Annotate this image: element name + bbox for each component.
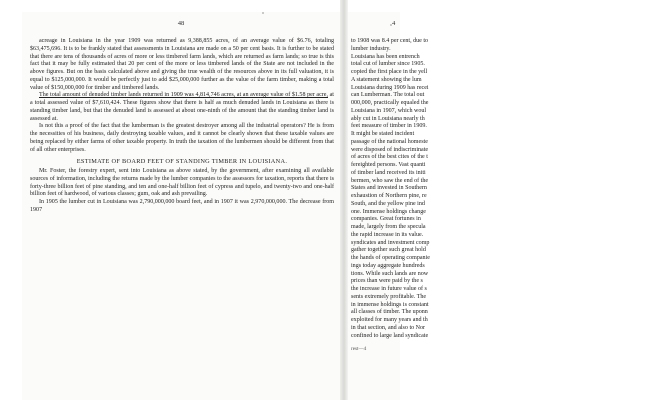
right-page-line: bermen, who saw the end of the <box>351 177 429 184</box>
right-page-line: to 1908 was 8.4 per cent, due to <box>351 38 429 44</box>
right-page-line: of timber land received its initi <box>351 169 426 176</box>
paragraph-denuded-lands-rest: at a total assessed value of $7,610,424. These figures show that there is half as much denuded lands in Louisiana as there is standing timber land, but that the denuded land is assessed at about one-ninth of the amount that the standing timber land is assessed at. <box>30 92 334 122</box>
right-page-line: fereighted persons. Vast quanti <box>351 162 426 168</box>
right-page-line: made, largely from the specula <box>351 224 426 230</box>
scan-speck <box>262 12 264 14</box>
right-page-line: one. Immense holdings change <box>351 208 426 215</box>
right-page-line: syndicates and investment comp <box>351 239 430 246</box>
paragraph-foster-report: Mr. Foster, the forestry expert, sent into Louisiana as above stated, by the government, after examining all available sources of information, including the returns made by the lumber companies to the assessors for taxation, reports that there is forty-three billion feet of pine standing, and ten and one-half billion feet of cypress and tupelo, and twenty-two and one-half billion feet of hardwood, of various classes; gum, oak and ash prevailing. <box>30 168 334 198</box>
right-page-line: in that section, and also to Nor <box>351 324 426 331</box>
book-gutter <box>340 0 348 400</box>
right-page-line: A statement showing the lum <box>351 76 422 83</box>
right-page-line: ably cut in Louisiana nearly th <box>351 115 425 122</box>
section-heading: ESTIMATE OF BOARD FEET OF STANDING TIMBER IN LOUISIANA. <box>76 158 288 166</box>
right-page-line: exhaustion of Northern pine, re <box>351 193 427 199</box>
paragraph-lumberman-destroyer: Is not this a proof of the fact that the lumberman is the greatest destroyer among all the industrial operators? He is from the necessities of his business, daily destroying taxable values, and it cannot be clearly shown that these taxable values are being replaced by either farms of other taxable property. In truth the taxation of the lumbermen should be different from that of all other enterprises. <box>30 123 334 153</box>
right-page-line: prices than were paid by the s <box>351 278 423 285</box>
right-page-line: Louisiana has been entrench <box>351 53 420 60</box>
right-page-line: sents extremely profitable. The <box>351 293 427 300</box>
left-page-body <box>30 38 334 215</box>
right-page-line: can Lumberman. The total out <box>351 92 425 99</box>
right-page-line: exploited for many years and th <box>351 317 428 323</box>
right-page-line: States and invested in Southern <box>351 185 427 192</box>
right-page <box>348 12 430 400</box>
paragraph-timber-acreage: acreage in Louisiana in the year 1909 was returned as 9,388,855 acres, of an average value of $6.76, totaling $63,475,696. It is to be frankly stated that assessments in Louisiana are made on a 50 per cent basis. It is further to be stated that there are tens of thousands of acres of more or less timbered farm lands, which are returned as farm lands; so true is this fact that it may be fully estimated that 20 per cent of the more or less timbered lands of the State are not included in the above figures. But on the basis calculated above and giving the true wealth of the resources above in its full valuation, it is equal to $125,000,000. It would be perfectly just to add $25,000,000 further as the value of the farm timber, making a total value of $150,000,000 for timber and timbered lands. <box>30 38 334 91</box>
left-page <box>22 12 340 400</box>
right-page-line: Louisiana during 1909 has recei <box>351 84 429 91</box>
right-page-line: South, and the yellow pine ind <box>351 200 425 207</box>
right-page-line: of acres of the best cites of the t <box>351 154 428 161</box>
right-page-line: the hands of operating companie <box>351 255 430 261</box>
right-page-line: passage of the national homeste <box>351 138 428 145</box>
right-page-line: total cut of lumber since 1905. <box>351 61 425 68</box>
right-page-line: the rapid increase in its value. <box>351 231 424 238</box>
scan-speck <box>390 24 392 26</box>
right-page-number: 4 <box>392 20 396 27</box>
paragraph-denuded-lands <box>30 92 334 123</box>
underlined-passage: The total amount of denuded timber lands returned in 1909 was 4,814,746 acres, at an average value of $1.58 per acre, <box>39 92 328 99</box>
right-page-line: Louisiana in 1907, which woul <box>351 107 427 114</box>
right-page-line: were disposed of indiscriminate <box>351 146 429 153</box>
right-page-line: all classes of timber. The uponn <box>351 309 428 316</box>
right-page-line: tions. While such lands are now <box>351 270 429 277</box>
right-page-footer: rest—4 <box>351 346 367 353</box>
right-page-line: copied the first place in the yell <box>351 69 428 75</box>
right-page-line: feet measure of timber in 1909. <box>351 123 427 130</box>
right-page-line: It might be stated incident <box>351 131 415 137</box>
paragraph-lumber-cut: In 1905 the lumber cut in Louisiana was 2,790,000,000 board feet, and in 1907 it was 2,970,000,000. The decrease from 1907 <box>30 199 334 213</box>
right-page-line: 000,000, practically equaled the <box>351 100 429 106</box>
right-page-line: the increase in future value of s <box>351 286 427 292</box>
right-page-line: confined to large land syndicate <box>351 332 429 339</box>
right-page-line: lumber industry. <box>351 45 391 52</box>
right-page-line: ings today aggregate hundreds <box>351 262 425 269</box>
right-page-line: companies. Great fortunes in <box>351 216 421 223</box>
right-page-body <box>351 38 651 354</box>
right-page-line: gather together such great hold <box>351 247 426 254</box>
page-number: 48 <box>177 20 185 27</box>
right-page-line: in immense holdings is constant <box>351 301 429 308</box>
